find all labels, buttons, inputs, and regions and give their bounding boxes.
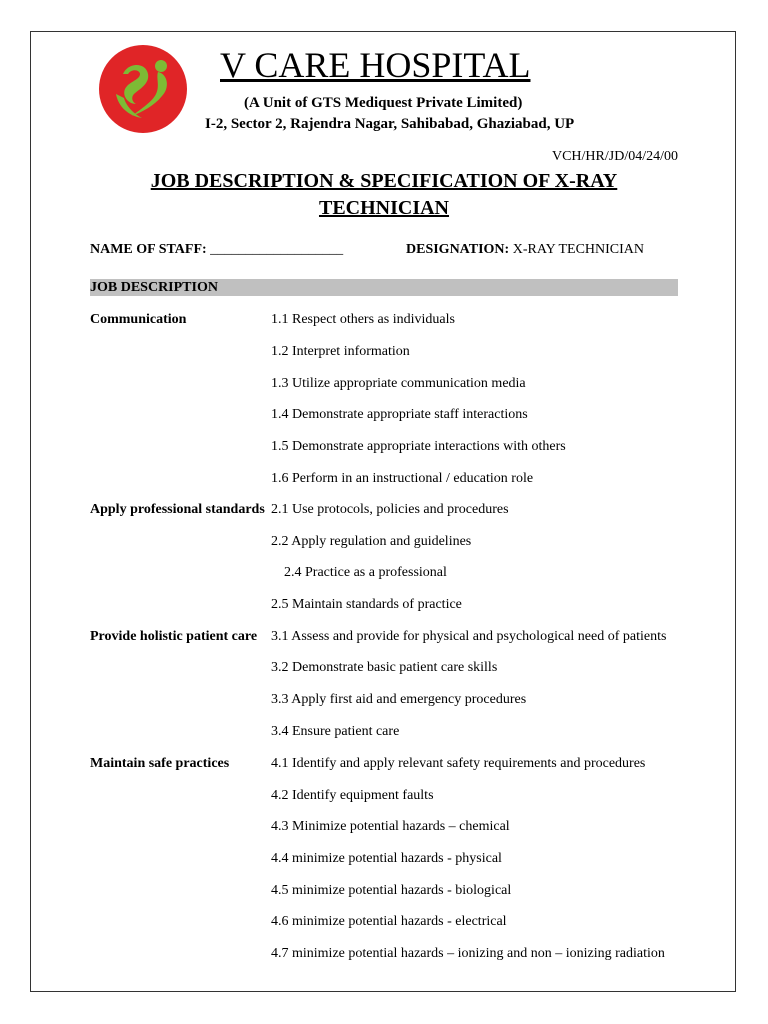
title-line-2: TECHNICIAN [318,197,450,219]
list-item: 4.3 Minimize potential hazards – chemical [271,819,510,834]
unit-line: (A Unit of GTS Mediquest Private Limited) [244,95,523,111]
list-item: 4.1 Identify and apply relevant safety requirements and procedures [271,756,646,771]
list-item: 4.4 minimize potential hazards - physical [271,851,502,866]
document-code: VCH/HR/JD/04/24/00 [551,149,678,164]
list-item: 1.4 Demonstrate appropriate staff interactions [271,407,528,422]
hospital-logo-icon [98,44,188,134]
list-item: 2.2 Apply regulation and guidelines [271,534,472,549]
list-item: 2.4 Practice as a professional [284,565,447,580]
list-item: 4.2 Identify equipment faults [271,788,434,803]
staff-name-label: NAME OF STAFF: [90,242,207,257]
designation-row [406,242,644,258]
list-item: 3.4 Ensure patient care [271,724,400,739]
list-item: 2.1 Use protocols, policies and procedures [271,502,509,517]
list-item: 1.5 Demonstrate appropriate interactions with others [271,439,566,454]
list-item: 3.2 Demonstrate basic patient care skills [271,660,498,675]
designation-label: DESIGNATION: [406,242,510,257]
list-item: 2.5 Maintain standards of practice [271,597,462,612]
list-item: 1.6 Perform in an instructional / education role [271,471,534,486]
staff-name-row [90,242,343,258]
category-label: Maintain safe practices [90,756,230,771]
title-line-1: JOB DESCRIPTION & SPECIFICATION OF X-RAY [150,170,618,192]
address-line: I-2, Sector 2, Rajendra Nagar, Sahibabad, Ghaziabad, UP [205,116,575,132]
list-item: 1.2 Interpret information [271,344,410,359]
list-item: 4.6 minimize potential hazards - electrical [271,914,507,929]
list-item: 1.3 Utilize appropriate communication media [271,376,526,391]
designation-value: X-RAY TECHNICIAN [512,242,645,257]
category-label: Communication [90,312,187,327]
list-item: 3.3 Apply first aid and emergency procedures [271,692,527,707]
list-item: 3.1 Assess and provide for physical and psychological need of patients [271,629,667,644]
section-header: JOB DESCRIPTION [90,279,678,296]
staff-name-blank: ___________________ [210,242,344,257]
list-item: 4.7 minimize potential hazards – ionizing and non – ionizing radiation [271,946,665,961]
list-item: 4.5 minimize potential hazards - biological [271,883,512,898]
document-title [90,168,678,222]
category-label: Apply professional standards [90,502,265,517]
hospital-name: V CARE HOSPITAL [220,45,531,85]
list-item: 1.1 Respect others as individuals [271,312,455,327]
category-label: Provide holistic patient care [90,629,258,644]
